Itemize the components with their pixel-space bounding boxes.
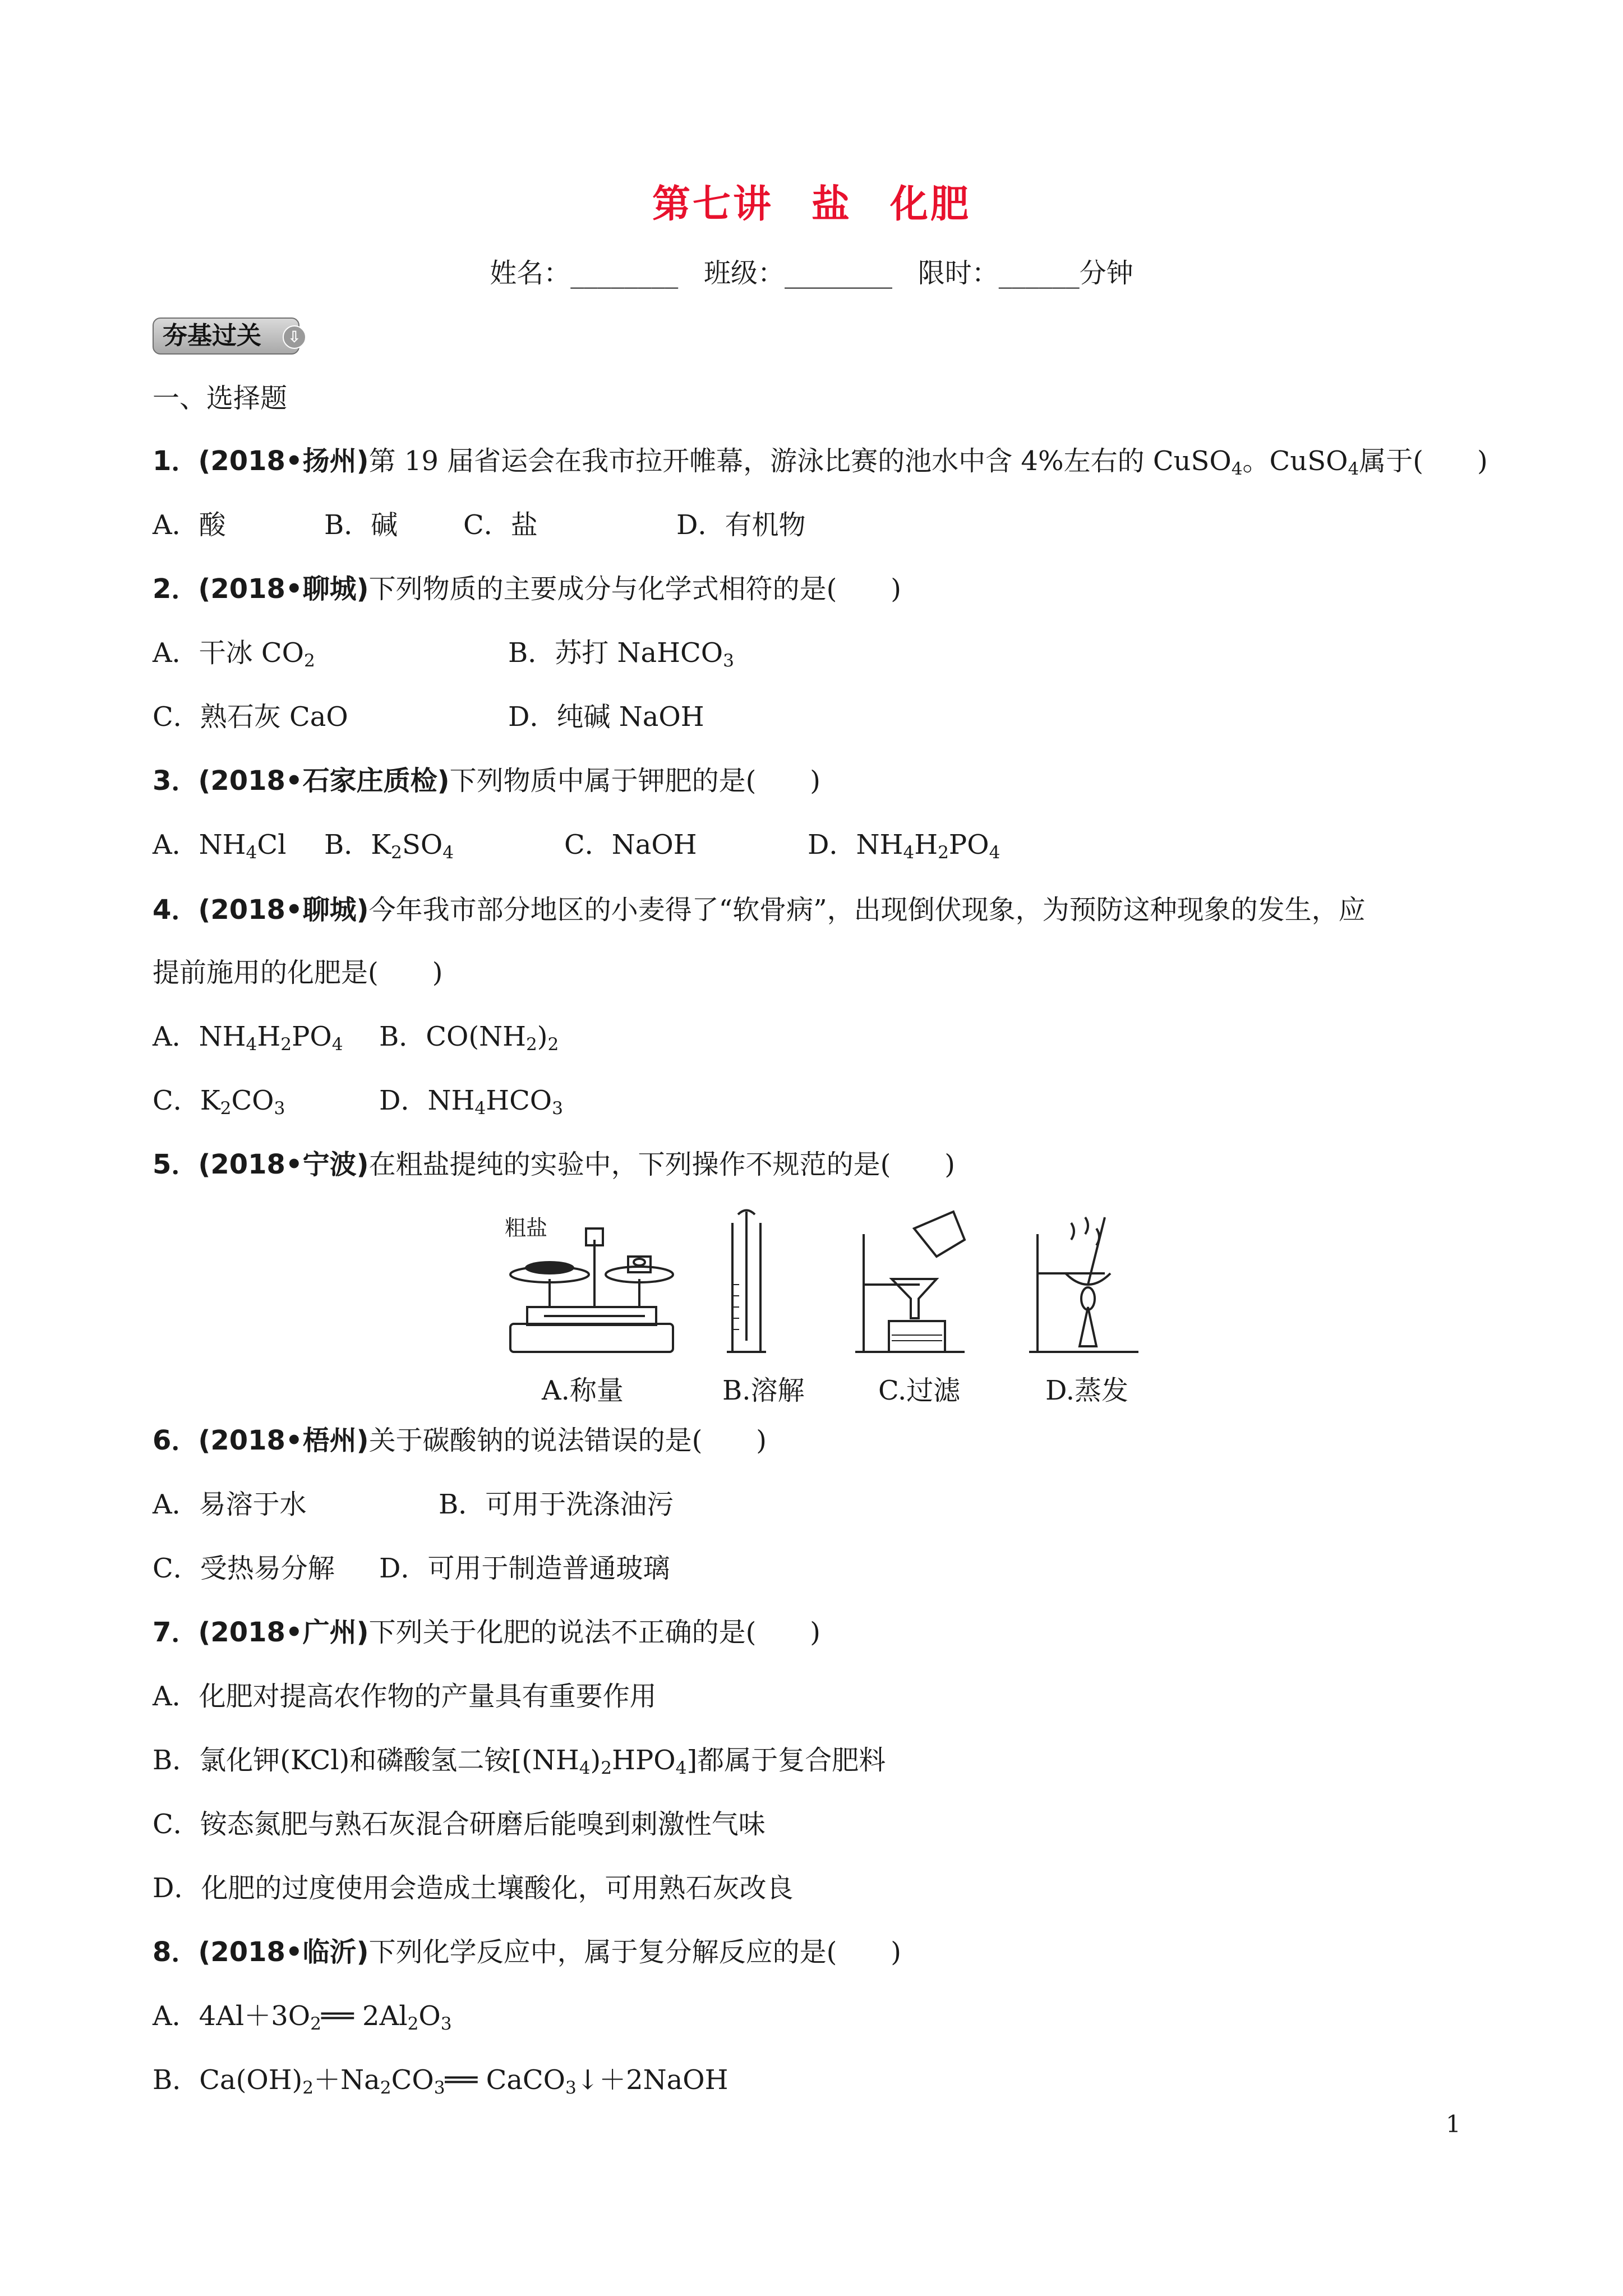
title-part-2: 盐 [811, 182, 852, 227]
section-badge [153, 318, 299, 355]
option-text: HPO [612, 1745, 676, 1776]
option-text: A．NH [153, 1021, 246, 1052]
option-text: B．CO(NH [379, 1021, 526, 1052]
option-text: A．干冰 CO [153, 637, 305, 669]
question-8 [153, 1935, 901, 1969]
subscript: 3 [565, 2077, 577, 2098]
subscript: 2 [407, 2013, 419, 2034]
subscript: 4 [246, 842, 257, 863]
q2-option-d: D．纯碱 NaOH [508, 701, 704, 733]
option-text: ＋Na [313, 2064, 380, 2096]
q8-option-a [153, 1999, 452, 2041]
subscript: 4 [442, 842, 454, 863]
q6-option-c: C．受热易分解 [153, 1553, 335, 1584]
option-text: CO [391, 2064, 434, 2096]
question-text: 下列化学反应中，属于复分解反应的是( ) [368, 1936, 902, 1968]
option-text: O [418, 2000, 441, 2032]
question-number: 4． [153, 894, 199, 926]
question-source: (2018•扬州) [198, 445, 369, 477]
subscript: 2 [391, 842, 402, 863]
q3-option-a [153, 828, 286, 869]
question-number: 1． [153, 445, 199, 477]
q4-option-c [153, 1084, 285, 1125]
fig-label: 粗盐 [505, 1216, 548, 1240]
option-text: C．K [153, 1085, 220, 1116]
option-text: B．Ca(OH) [153, 2064, 303, 2096]
subscript: 3 [434, 2077, 445, 2098]
option-text: ↓＋2NaOH [576, 2064, 728, 2096]
subscript: 2 [280, 1034, 292, 1055]
option-text: HCO [486, 1085, 552, 1116]
q3-option-d [808, 828, 1000, 869]
subscript: 4 [989, 842, 1000, 863]
subscript: 3 [440, 2013, 452, 2034]
subscript: 2 [304, 650, 315, 671]
subscript: 4 [579, 1757, 591, 1778]
question-source: (2018•梧州) [198, 1425, 369, 1456]
option-text: H [914, 829, 938, 861]
option-text: PO [948, 829, 989, 861]
balance-scale-figure [494, 1206, 684, 1363]
q6-option-b: B．可用于洗涤油污 [439, 1489, 674, 1520]
q4-option-d [379, 1084, 563, 1125]
option-text: B．氯化钾(KCl)和磷酸氢二铵[(NH [153, 1745, 579, 1776]
q8-option-b [153, 2063, 728, 2105]
question-2 [153, 572, 901, 606]
subscript: 2 [220, 1098, 232, 1119]
option-text: ]都属于复合肥料 [686, 1745, 886, 1776]
q1-option-b: B．碱 [324, 509, 398, 541]
question-text: 今年我市部分地区的小麦得了“软骨病”，出现倒伏现象，为预防这种现象的发生，应 [368, 894, 1366, 926]
subscript: 4 [903, 842, 915, 863]
option-text: ) [537, 1021, 548, 1052]
question-1 [153, 444, 1488, 486]
subscript: 4 [1348, 458, 1359, 479]
question-source: (2018•宁波) [198, 1149, 369, 1180]
filtration-setup-figure [852, 1200, 987, 1363]
q2-option-c: C．熟石灰 CaO [153, 701, 348, 733]
option-text: D．NH [379, 1085, 475, 1116]
subscript: 3 [274, 1098, 285, 1119]
option-text: B．K [324, 829, 391, 861]
q7-option-d: D．化肥的过度使用会造成土壤酸化，可用熟石灰改良 [153, 1872, 794, 1904]
q1-option-c: C．盐 [463, 509, 538, 541]
option-text: D．NH [808, 829, 903, 861]
student-info-line: 姓名：________ 班级：________ 限时：______分钟 [490, 257, 1133, 289]
question-text: 在粗盐提纯的实验中，下列操作不规范的是( ) [368, 1149, 956, 1180]
question-source: (2018•聊城) [198, 894, 369, 926]
question-text-3: 属于( ) [1359, 445, 1488, 477]
question-source: (2018•聊城) [198, 573, 369, 605]
option-text: CO [231, 1085, 274, 1116]
option-text: PO [292, 1021, 332, 1052]
question-text: 下列关于化肥的说法不正确的是( ) [368, 1617, 821, 1648]
subscript: 4 [246, 1034, 257, 1055]
subscript: 4 [675, 1757, 687, 1778]
subscript: 2 [302, 2077, 314, 2098]
subscript: 2 [601, 1757, 612, 1778]
question-number: 5． [153, 1149, 199, 1180]
page-title [0, 174, 1623, 228]
question-number: 2． [153, 573, 199, 605]
question-text: 下列物质中属于钾肥的是( ) [449, 765, 821, 797]
section-badge-label: 夯基过关 [163, 321, 261, 350]
question-3 [153, 764, 820, 798]
question-4 [153, 893, 1366, 927]
question-text-2: 。CuSO [1242, 445, 1348, 477]
down-arrow-icon: ⇩ [283, 325, 306, 349]
subscript: 4 [1231, 458, 1243, 479]
q1-option-a: A．酸 [153, 509, 226, 541]
question-number: 6． [153, 1425, 199, 1456]
question-text: 关于碳酸钠的说法错误的是( ) [368, 1425, 767, 1456]
question-source: (2018•广州) [198, 1617, 369, 1648]
q7-option-c: C．铵态氮肥与熟石灰混合研磨后能嗅到刺激性气味 [153, 1809, 766, 1840]
question-text: 第 19 届省运会在我市拉开帷幕，游泳比赛的池水中含 4%左右的 CuSO [368, 445, 1232, 477]
title-part-3: 化肥 [890, 182, 971, 227]
figure-caption-b: B.溶解 [722, 1375, 805, 1406]
q2-option-a [153, 636, 315, 678]
graduated-cylinder-figure [721, 1200, 772, 1363]
title-part-1: 第七讲 [652, 182, 773, 227]
option-text: A．NH [153, 829, 246, 861]
subscript: 4 [474, 1098, 486, 1119]
option-text: B．苏打 NaHCO [508, 637, 723, 669]
option-text: H [257, 1021, 281, 1052]
q3-option-c: C．NaOH [564, 829, 697, 861]
subscript: 4 [331, 1034, 343, 1055]
option-text: SO [402, 829, 443, 861]
option-text: ══ 2Al [321, 2000, 408, 2032]
q7-option-a: A．化肥对提高农作物的产量具有重要作用 [153, 1681, 657, 1712]
question-source: (2018•临沂) [198, 1936, 369, 1968]
subscript: 2 [310, 2013, 321, 2034]
section-heading: 一、选择题 [153, 383, 288, 414]
evaporation-setup-figure [1026, 1200, 1150, 1363]
q4-option-b [379, 1020, 559, 1061]
question-5 [153, 1148, 955, 1181]
option-text: ══ CaCO [445, 2064, 566, 2096]
question-source: (2018•石家庄质检) [198, 765, 450, 797]
q6-option-a: A．易溶于水 [153, 1489, 307, 1520]
q6-option-d: D．可用于制造普通玻璃 [379, 1553, 670, 1584]
subscript: 3 [723, 650, 734, 671]
question-text: 下列物质的主要成分与化学式相符的是( ) [368, 573, 902, 605]
option-text: A．4Al＋3O [153, 2000, 311, 2032]
subscript: 2 [938, 842, 949, 863]
question-number: 3． [153, 765, 199, 797]
subscript: 2 [547, 1034, 559, 1055]
q3-option-b [324, 828, 454, 869]
question-4-line-2: 提前施用的化肥是( ) [153, 957, 443, 988]
q1-option-d: D．有机物 [676, 509, 806, 541]
subscript: 2 [525, 1034, 537, 1055]
q7-option-b [153, 1743, 886, 1785]
option-text: ) [590, 1745, 601, 1776]
option-text: Cl [257, 829, 287, 861]
figure-caption-c: C.过滤 [878, 1375, 961, 1406]
page-number: 1 [1446, 2110, 1461, 2138]
q4-option-a [153, 1020, 343, 1061]
question-number: 7． [153, 1617, 199, 1648]
figure-caption-a: A.称量 [542, 1375, 624, 1406]
question-6 [153, 1424, 767, 1457]
q2-option-b [508, 636, 734, 678]
subscript: 2 [380, 2077, 391, 2098]
subscript: 3 [552, 1098, 563, 1119]
figure-caption-d: D.蒸发 [1045, 1375, 1129, 1406]
question-number: 8． [153, 1936, 199, 1968]
question-7 [153, 1616, 820, 1649]
